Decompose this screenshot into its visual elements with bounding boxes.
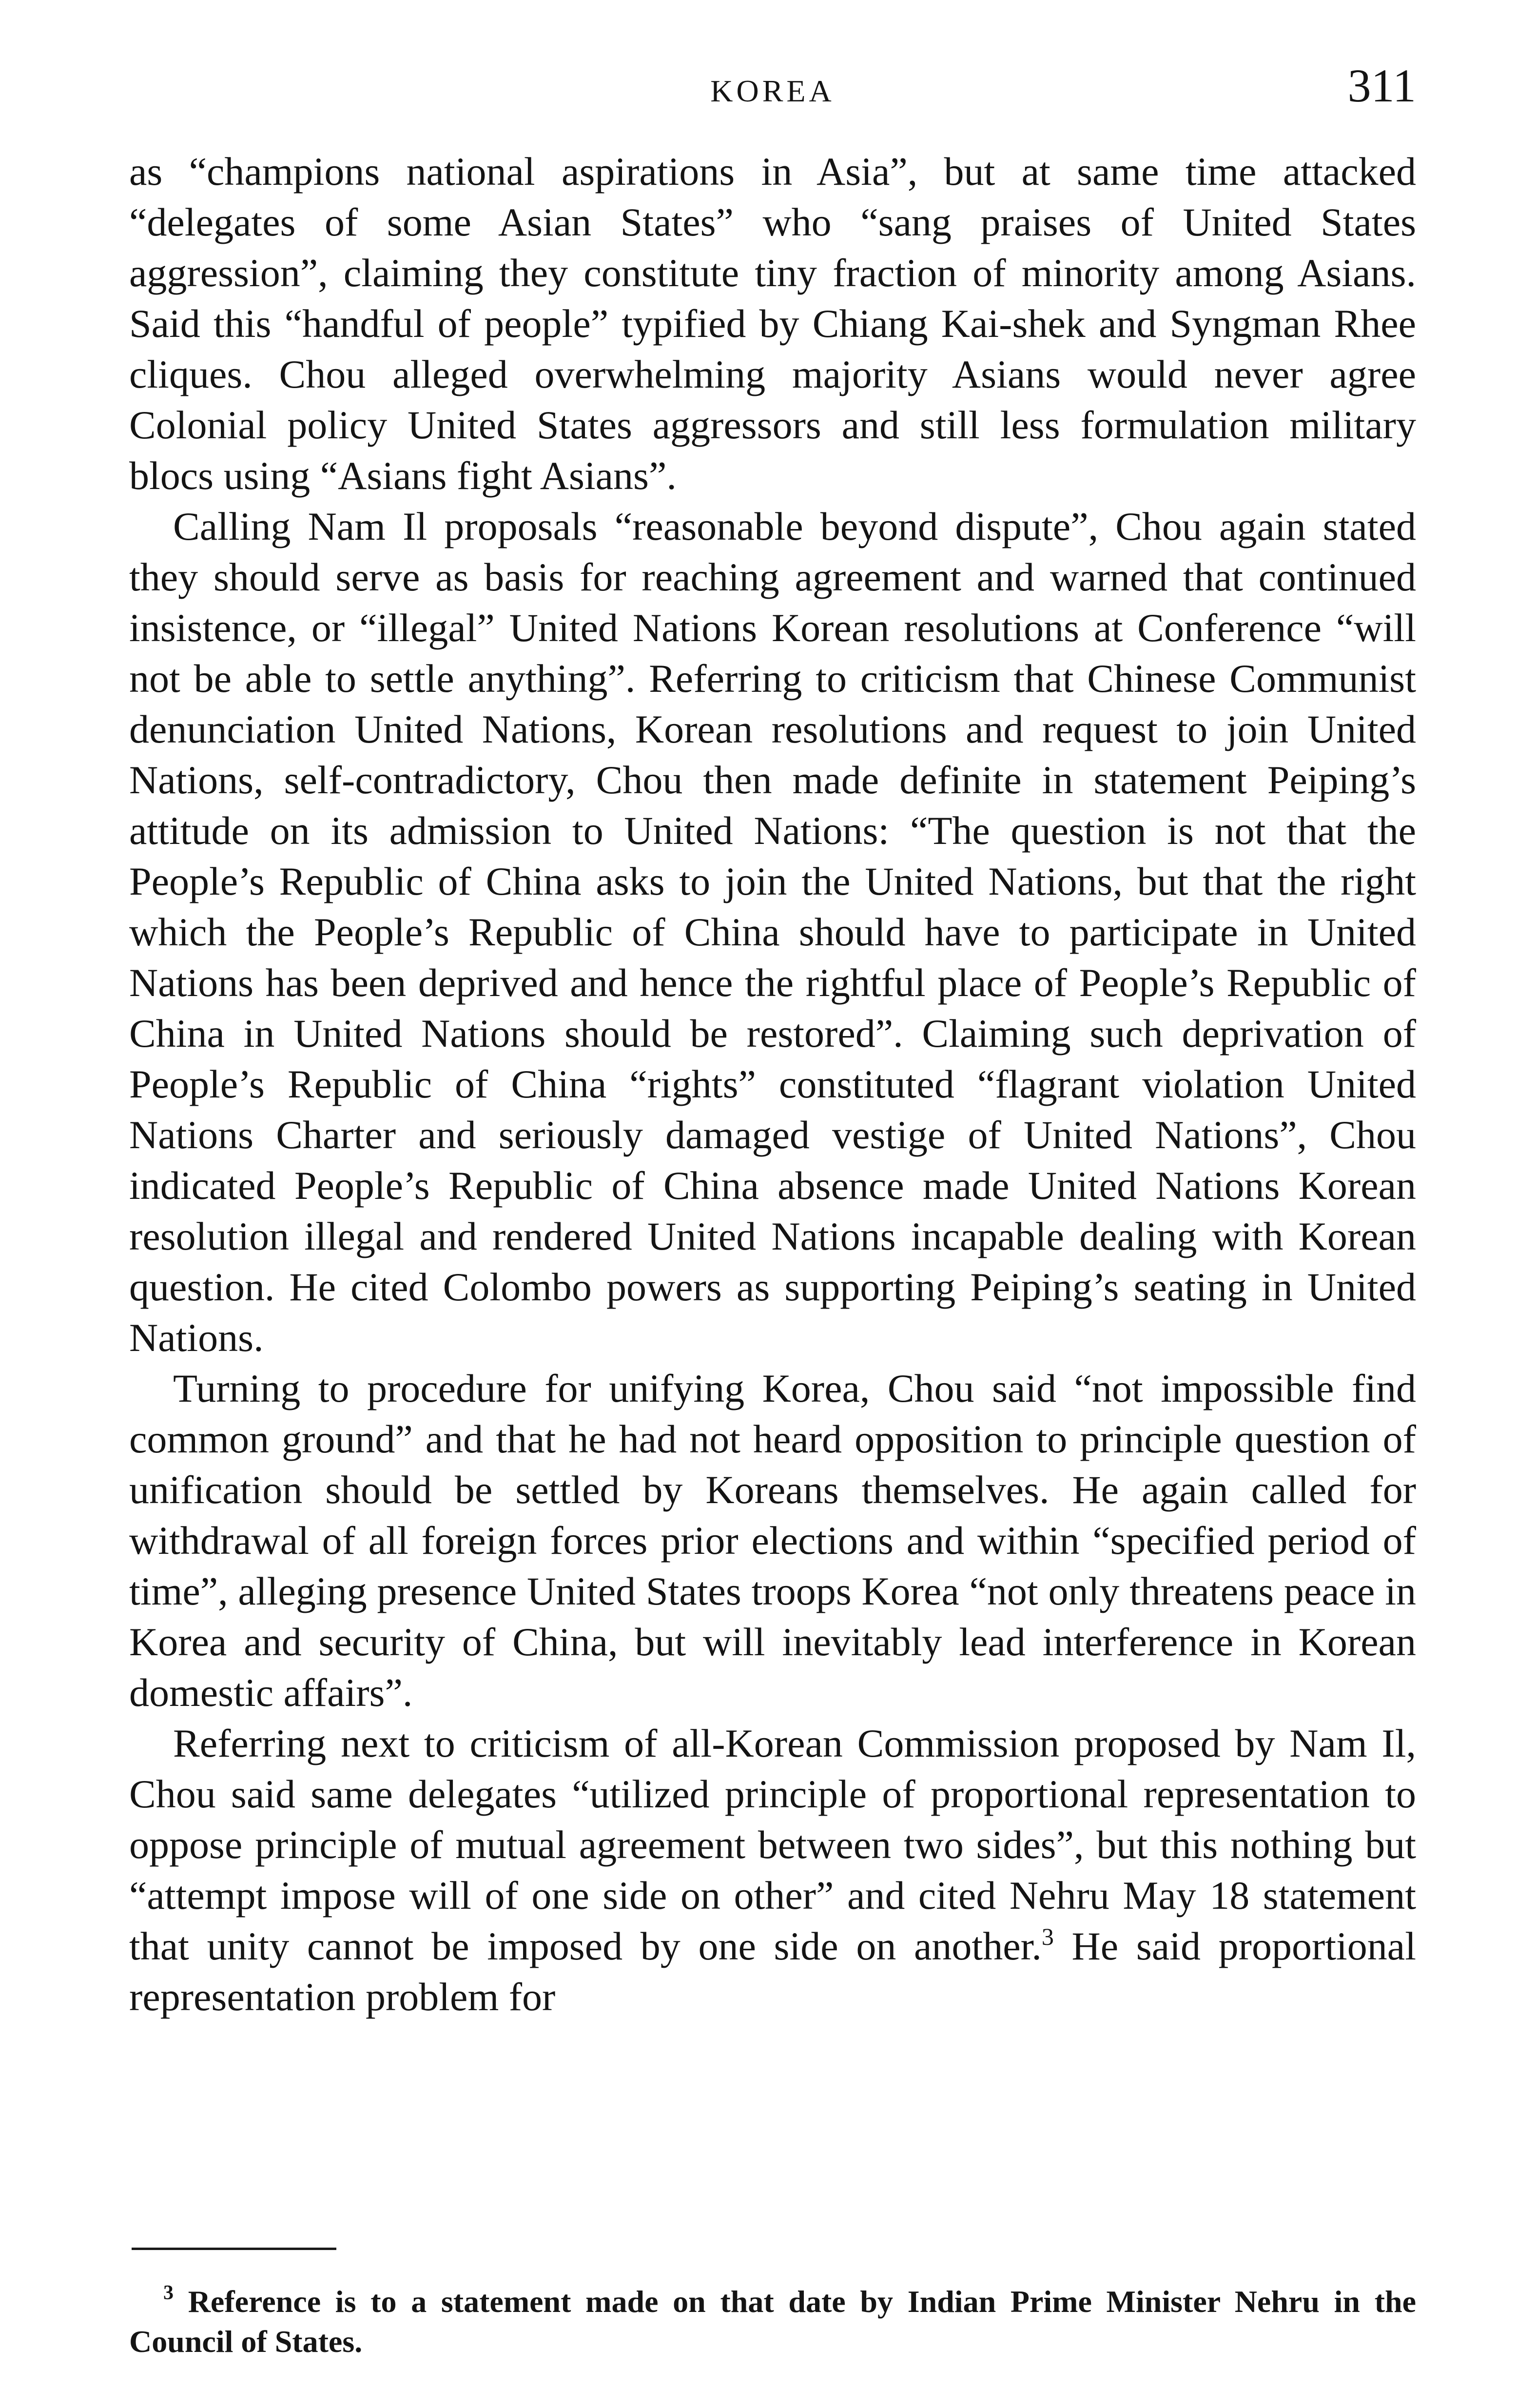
footnote-divider bbox=[132, 2248, 336, 2250]
paragraph-4-continuation: He said proportional representation problem for bbox=[129, 1924, 1416, 2019]
paragraph-2: Calling Nam Il proposals “reasonable beyond dispute”, Chou again stated they should serve as basis for reaching agreement and warned that continued insistence, or “illegal” United Nations Korean resolutions at Conference “will not be able to settle anything”. Referring to criticism that Chinese Communist denunciation United Nations, Korean resolutions and request to join United Nations, self-contradictory, Chou then made definite in statement Peiping’s attitude on its admission to United Nations: “The question is not that the People’s Republic of China asks to join the United Nations, but that the right which the People’s Republic of China should have to participate in United Nations has been deprived and hence the rightful place of People’s Republic of China in United Nations should be restored”. Claiming such deprivation of People’s Republic of China “rights” constituted “flagrant violation United Nations Charter and seriously damaged vestige of United Nations”, Chou indicated People’s Republic of China absence made United Nations Korean resolution illegal and rendered United Nations incapable dealing with Korean question. He cited Colombo powers as supporting Peiping’s seating in United Nations. bbox=[129, 504, 1416, 1360]
paragraph-4 bbox=[129, 1718, 1416, 2022]
page-number: 311 bbox=[1347, 59, 1416, 112]
page-header bbox=[129, 59, 1416, 122]
paragraph-3: Turning to procedure for unifying Korea, Chou said “not impossible find common ground” and that he had not heard opposition to principle question of unification should be settled by Koreans themselves. He again called for withdrawal of all foreign forces prior elections and within “specified period of time”, alleging presence United States troops Korea “not only threatens peace in Korea and security of China, but will inevitably lead interference in Korean domestic affairs”. bbox=[129, 1366, 1416, 1715]
paragraph-4-text: Referring next to criticism of all-Korean Commission proposed by Nam Il, Chou said same delegates “utilized principle of proportional representation to oppose principle of mutual agreement between two sides”, but this nothing but “attempt impose will of one side on other” and cited Nehru May 18 statement that unity cannot be imposed by one side on another. bbox=[129, 1721, 1416, 1968]
running-head: KOREA bbox=[710, 74, 835, 108]
footnote-reference[interactable]: 3 bbox=[1041, 1923, 1054, 1950]
footnote-mark: 3 bbox=[163, 2282, 174, 2304]
footnote bbox=[129, 2282, 1416, 2362]
paragraph-1: as “champions national aspirations in Asia”, but at same time attacked “delegates of some Asian States” who “sang praises of United States aggression”, claiming they constitute tiny fraction of minority among Asians. Said this “handful of people” typified by Chiang Kai-shek and Syngman Rhee cliques. Chou alleged overwhelming majority Asians would never agree Colonial policy United States aggressors and still less formulation military blocs using “Asians fight Asians”. bbox=[129, 149, 1416, 498]
footnote-text: Reference is to a statement made on that date by Indian Prime Minister Nehru in the Council of States. bbox=[129, 2284, 1416, 2359]
body-text bbox=[129, 146, 1416, 2022]
